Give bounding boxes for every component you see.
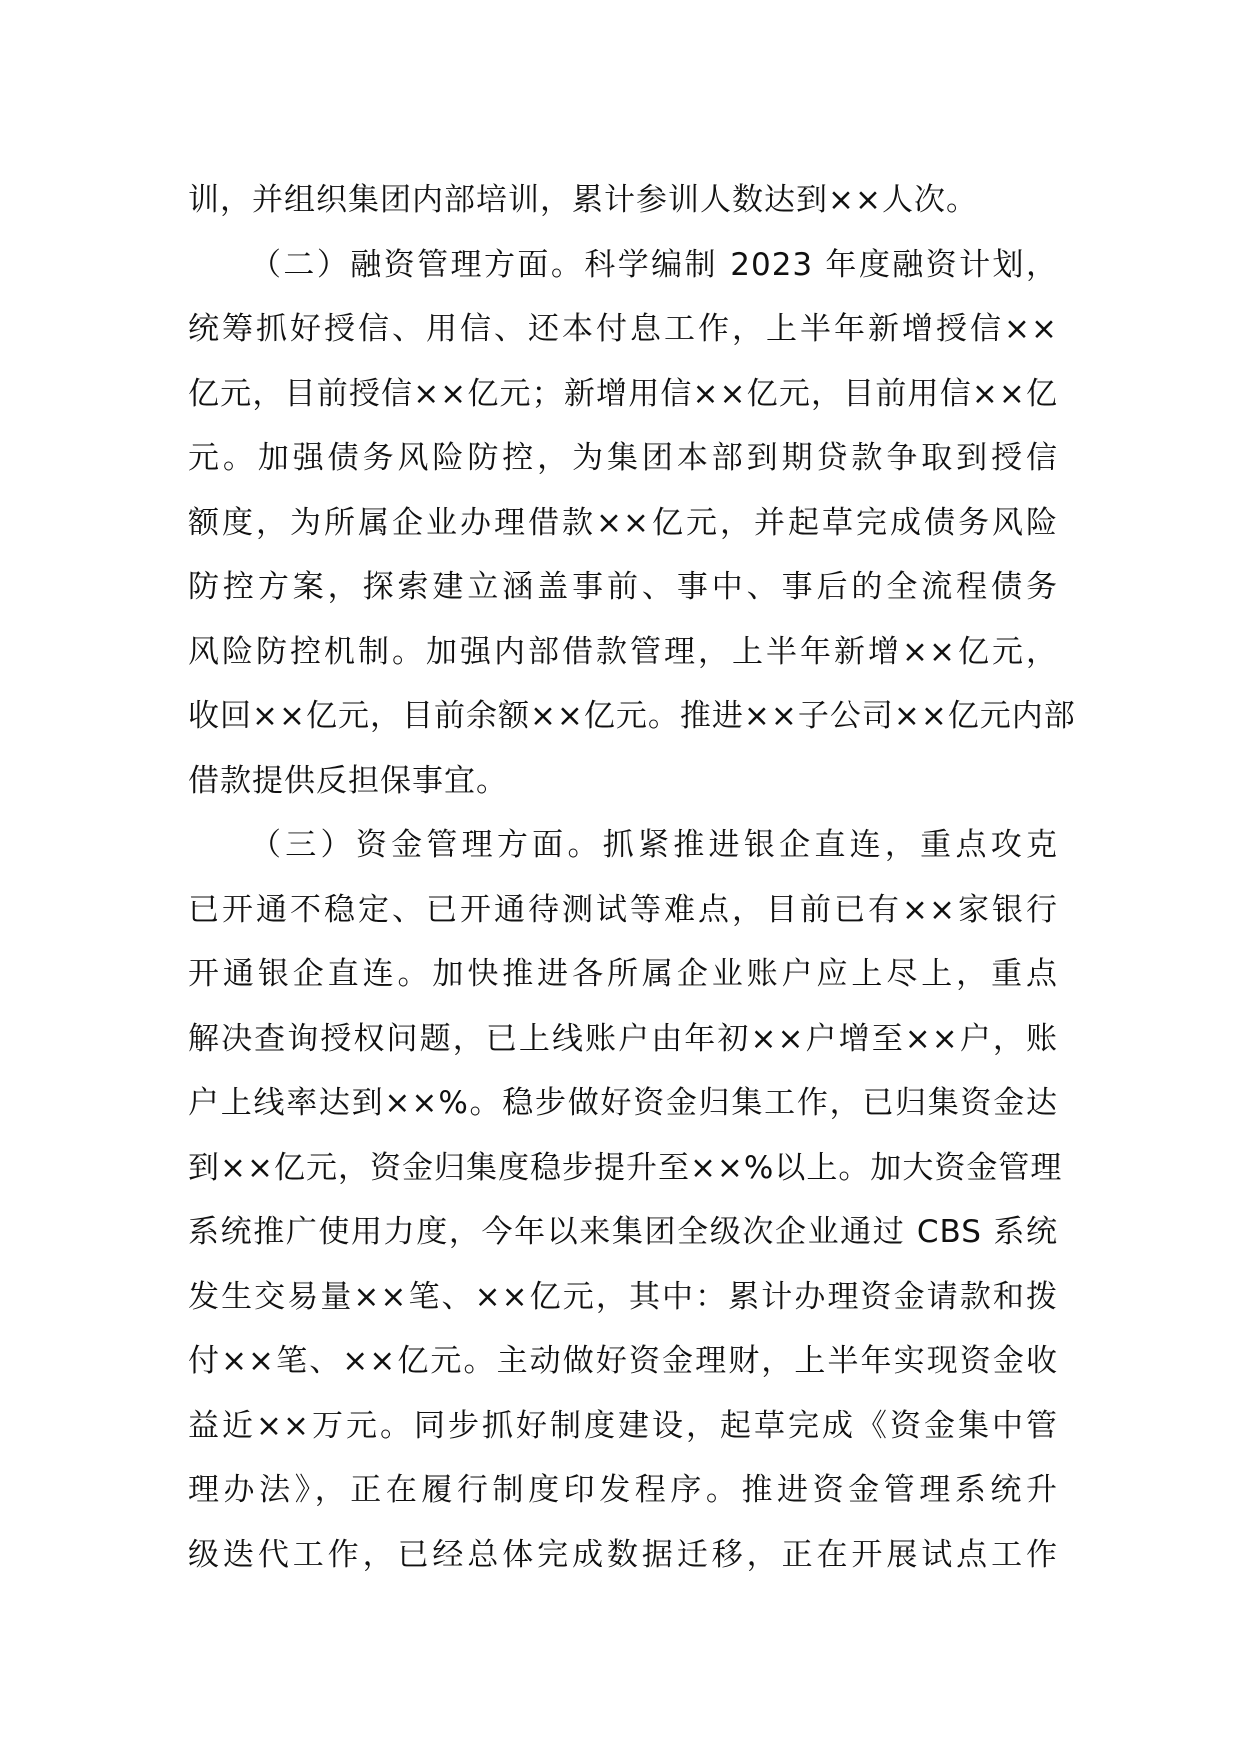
text-line: 系统推广使用力度，今年以来集团全级次企业通过 CBS 系统 (188, 1214, 1058, 1250)
text-line: 收回××亿元，目前余额××亿元。推进××子公司××亿元内部 (188, 698, 1076, 734)
text-line: 户上线率达到××%。稳步做好资金归集工作，已归集资金达 (188, 1085, 1058, 1121)
text-line: 亿元，目前授信××亿元；新增用信××亿元，目前用信××亿 (188, 375, 1058, 412)
paragraph-funds-first-line: （三）资金管理方面。抓紧推进银企直连，重点攻克 (250, 827, 1058, 863)
text-line: 元。加强债务风险防控，为集团本部到期贷款争取到授信 (188, 440, 1058, 476)
paragraph-financing-first-line: （二）融资管理方面。科学编制 2023 年度融资计划， (250, 246, 1058, 283)
text-line: 风险防控机制。加强内部借款管理，上半年新增××亿元， (188, 633, 1058, 670)
text-line: 额度，为所属企业办理借款××亿元，并起草完成债务风险 (188, 504, 1058, 541)
text-line: 防控方案，探索建立涵盖事前、事中、事后的全流程债务 (188, 569, 1058, 605)
text-line: 开通银企直连。加快推进各所属企业账户应上尽上，重点 (188, 956, 1058, 992)
text-line: 借款提供反担保事宜。 (188, 762, 508, 799)
text-line: 级迭代工作，已经总体完成数据迁移，正在开展试点工作 (188, 1536, 1058, 1573)
text-line: 益近××万元。同步抓好制度建设，起草完成《资金集中管 (188, 1407, 1058, 1444)
text-line: 已开通不稳定、已开通待测试等难点，目前已有××家银行 (188, 891, 1058, 928)
text-line: 付××笔、××亿元。主动做好资金理财，上半年实现资金收 (188, 1343, 1058, 1379)
text-line: 理办法》，正在履行制度印发程序。推进资金管理系统升 (188, 1472, 1058, 1508)
text-line: 到××亿元，资金归集度稳步提升至××%以上。加大资金管理 (188, 1149, 1063, 1186)
document-body (188, 168, 1076, 1587)
text-line: 统筹抓好授信、用信、还本付息工作，上半年新增授信×× (188, 311, 1058, 347)
text-line: 解决查询授权问题，已上线账户由年初××户增至××户，账 (188, 1020, 1058, 1057)
text-line: 训，并组织集团内部培训，累计参训人数达到××人次。 (188, 182, 978, 218)
text-line: 发生交易量××笔、××亿元，其中：累计办理资金请款和拨 (188, 1278, 1058, 1315)
